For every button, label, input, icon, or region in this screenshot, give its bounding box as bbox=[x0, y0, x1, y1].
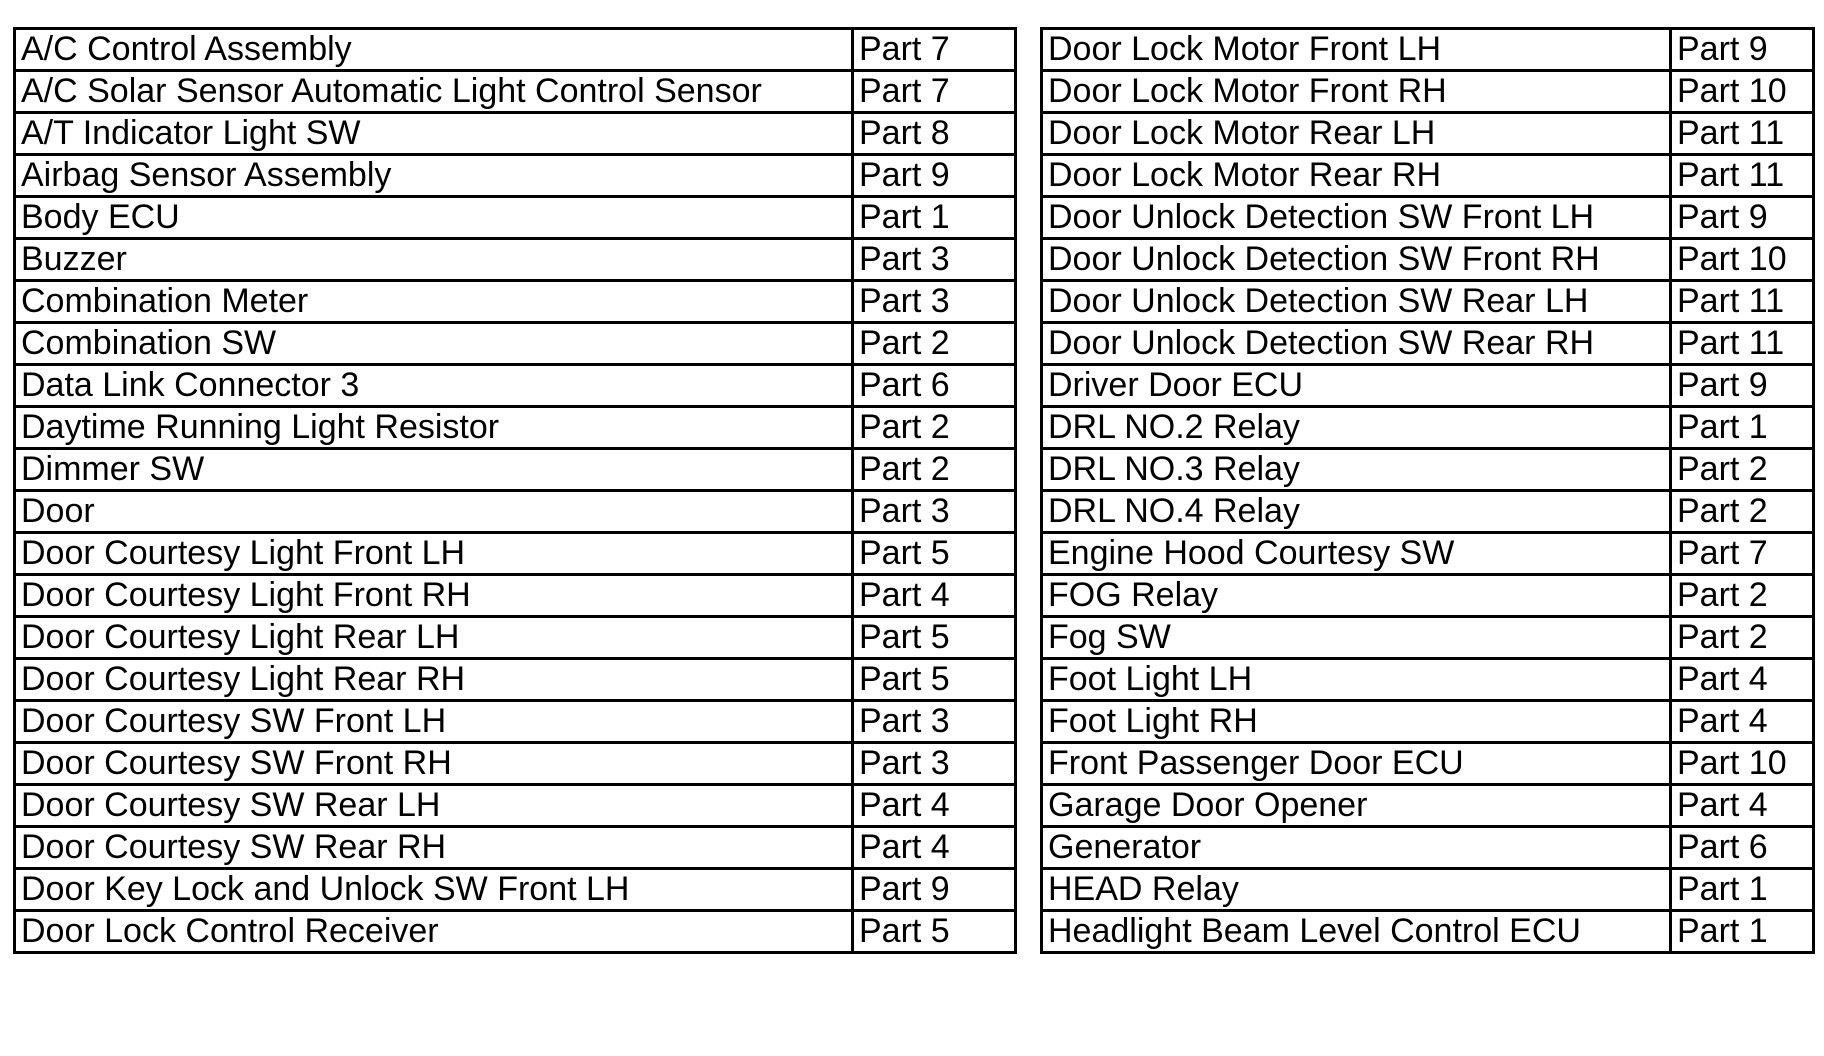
table-row bbox=[1042, 113, 1814, 155]
table-row bbox=[1042, 869, 1814, 911]
table-row bbox=[15, 575, 1016, 617]
component-name-cell: A/C Control Assembly bbox=[15, 29, 853, 71]
table-row bbox=[15, 71, 1016, 113]
part-reference-cell: Part 2 bbox=[1671, 491, 1814, 533]
left-parts-table bbox=[13, 27, 1017, 954]
table-row bbox=[15, 869, 1016, 911]
part-reference-cell: Part 5 bbox=[853, 617, 1016, 659]
part-reference-cell: Part 2 bbox=[853, 323, 1016, 365]
table-row bbox=[1042, 785, 1814, 827]
component-name-cell: Generator bbox=[1042, 827, 1671, 869]
component-name-cell: Door Lock Motor Rear RH bbox=[1042, 155, 1671, 197]
table-row bbox=[15, 407, 1016, 449]
part-reference-cell: Part 7 bbox=[853, 71, 1016, 113]
table-row bbox=[1042, 491, 1814, 533]
component-name-cell: Door Courtesy SW Front LH bbox=[15, 701, 853, 743]
part-reference-cell: Part 9 bbox=[853, 155, 1016, 197]
part-reference-cell: Part 3 bbox=[853, 701, 1016, 743]
part-reference-cell: Part 3 bbox=[853, 239, 1016, 281]
table-row bbox=[1042, 365, 1814, 407]
component-name-cell: FOG Relay bbox=[1042, 575, 1671, 617]
component-name-cell: Combination SW bbox=[15, 323, 853, 365]
table-row bbox=[1042, 827, 1814, 869]
part-reference-cell: Part 6 bbox=[853, 365, 1016, 407]
table-row bbox=[15, 491, 1016, 533]
component-name-cell: Combination Meter bbox=[15, 281, 853, 323]
component-name-cell: Door Lock Motor Rear LH bbox=[1042, 113, 1671, 155]
table-row bbox=[1042, 239, 1814, 281]
component-name-cell: Door Courtesy Light Front RH bbox=[15, 575, 853, 617]
left-table-body bbox=[15, 29, 1016, 953]
part-reference-cell: Part 1 bbox=[853, 197, 1016, 239]
table-row bbox=[1042, 155, 1814, 197]
component-name-cell: Door Key Lock and Unlock SW Front LH bbox=[15, 869, 853, 911]
part-reference-cell: Part 4 bbox=[853, 785, 1016, 827]
part-reference-cell: Part 9 bbox=[1671, 365, 1814, 407]
table-row bbox=[15, 743, 1016, 785]
component-name-cell: Door Lock Motor Front RH bbox=[1042, 71, 1671, 113]
table-row bbox=[15, 239, 1016, 281]
table-row bbox=[15, 113, 1016, 155]
part-reference-cell: Part 4 bbox=[1671, 701, 1814, 743]
component-name-cell: Daytime Running Light Resistor bbox=[15, 407, 853, 449]
component-name-cell: Foot Light LH bbox=[1042, 659, 1671, 701]
part-reference-cell: Part 7 bbox=[853, 29, 1016, 71]
component-name-cell: Door Courtesy Light Rear LH bbox=[15, 617, 853, 659]
table-row bbox=[15, 617, 1016, 659]
part-reference-cell: Part 5 bbox=[853, 659, 1016, 701]
table-row bbox=[15, 827, 1016, 869]
table-row bbox=[15, 449, 1016, 491]
component-name-cell: Dimmer SW bbox=[15, 449, 853, 491]
component-name-cell: Door Unlock Detection SW Front RH bbox=[1042, 239, 1671, 281]
table-row bbox=[15, 365, 1016, 407]
part-reference-cell: Part 10 bbox=[1671, 743, 1814, 785]
part-reference-cell: Part 10 bbox=[1671, 239, 1814, 281]
part-reference-cell: Part 11 bbox=[1671, 155, 1814, 197]
component-name-cell: Headlight Beam Level Control ECU bbox=[1042, 911, 1671, 953]
table-row bbox=[1042, 407, 1814, 449]
component-name-cell: Door bbox=[15, 491, 853, 533]
table-row bbox=[1042, 701, 1814, 743]
component-name-cell: Front Passenger Door ECU bbox=[1042, 743, 1671, 785]
part-reference-cell: Part 3 bbox=[853, 281, 1016, 323]
table-row bbox=[15, 911, 1016, 953]
component-name-cell: A/C Solar Sensor Automatic Light Control Sensor bbox=[15, 71, 853, 113]
component-name-cell: Door Courtesy Light Front LH bbox=[15, 533, 853, 575]
component-name-cell: Door Courtesy SW Rear LH bbox=[15, 785, 853, 827]
table-row bbox=[15, 155, 1016, 197]
table-row bbox=[1042, 281, 1814, 323]
table-row bbox=[1042, 575, 1814, 617]
part-reference-cell: Part 9 bbox=[853, 869, 1016, 911]
right-table-body bbox=[1042, 29, 1814, 953]
part-reference-cell: Part 11 bbox=[1671, 323, 1814, 365]
part-reference-cell: Part 5 bbox=[853, 911, 1016, 953]
part-reference-cell: Part 8 bbox=[853, 113, 1016, 155]
component-name-cell: Engine Hood Courtesy SW bbox=[1042, 533, 1671, 575]
table-row bbox=[1042, 659, 1814, 701]
table-row bbox=[15, 29, 1016, 71]
part-reference-cell: Part 2 bbox=[1671, 617, 1814, 659]
part-reference-cell: Part 11 bbox=[1671, 113, 1814, 155]
part-reference-cell: Part 5 bbox=[853, 533, 1016, 575]
table-row bbox=[1042, 911, 1814, 953]
table-row bbox=[15, 323, 1016, 365]
right-parts-table bbox=[1040, 27, 1815, 954]
part-reference-cell: Part 9 bbox=[1671, 197, 1814, 239]
component-name-cell: Door Courtesy SW Front RH bbox=[15, 743, 853, 785]
component-name-cell: Body ECU bbox=[15, 197, 853, 239]
table-row bbox=[1042, 533, 1814, 575]
part-reference-cell: Part 1 bbox=[1671, 407, 1814, 449]
component-name-cell: HEAD Relay bbox=[1042, 869, 1671, 911]
part-reference-cell: Part 11 bbox=[1671, 281, 1814, 323]
part-reference-cell: Part 2 bbox=[853, 407, 1016, 449]
part-reference-cell: Part 6 bbox=[1671, 827, 1814, 869]
part-reference-cell: Part 1 bbox=[1671, 869, 1814, 911]
part-reference-cell: Part 2 bbox=[1671, 575, 1814, 617]
component-name-cell: DRL NO.4 Relay bbox=[1042, 491, 1671, 533]
component-name-cell: DRL NO.2 Relay bbox=[1042, 407, 1671, 449]
component-name-cell: Door Lock Control Receiver bbox=[15, 911, 853, 953]
part-reference-cell: Part 4 bbox=[853, 827, 1016, 869]
component-name-cell: DRL NO.3 Relay bbox=[1042, 449, 1671, 491]
table-row bbox=[1042, 617, 1814, 659]
component-name-cell: Buzzer bbox=[15, 239, 853, 281]
table-row bbox=[1042, 449, 1814, 491]
table-row bbox=[1042, 197, 1814, 239]
component-name-cell: Door Unlock Detection SW Front LH bbox=[1042, 197, 1671, 239]
table-row bbox=[15, 701, 1016, 743]
table-row bbox=[1042, 29, 1814, 71]
component-name-cell: Door Courtesy SW Rear RH bbox=[15, 827, 853, 869]
component-name-cell: Driver Door ECU bbox=[1042, 365, 1671, 407]
part-reference-cell: Part 2 bbox=[853, 449, 1016, 491]
component-name-cell: Door Lock Motor Front LH bbox=[1042, 29, 1671, 71]
part-reference-cell: Part 1 bbox=[1671, 911, 1814, 953]
component-name-cell: Door Courtesy Light Rear RH bbox=[15, 659, 853, 701]
part-reference-cell: Part 7 bbox=[1671, 533, 1814, 575]
component-name-cell: Airbag Sensor Assembly bbox=[15, 155, 853, 197]
table-row bbox=[15, 533, 1016, 575]
component-name-cell: Data Link Connector 3 bbox=[15, 365, 853, 407]
table-row bbox=[15, 659, 1016, 701]
part-reference-cell: Part 4 bbox=[1671, 785, 1814, 827]
component-name-cell: Fog SW bbox=[1042, 617, 1671, 659]
component-name-cell: Foot Light RH bbox=[1042, 701, 1671, 743]
part-reference-cell: Part 3 bbox=[853, 743, 1016, 785]
part-reference-cell: Part 3 bbox=[853, 491, 1016, 533]
part-reference-cell: Part 4 bbox=[1671, 659, 1814, 701]
part-reference-cell: Part 2 bbox=[1671, 449, 1814, 491]
table-row bbox=[15, 785, 1016, 827]
table-row bbox=[15, 197, 1016, 239]
part-reference-cell: Part 9 bbox=[1671, 29, 1814, 71]
component-name-cell: Door Unlock Detection SW Rear LH bbox=[1042, 281, 1671, 323]
part-reference-cell: Part 4 bbox=[853, 575, 1016, 617]
part-reference-cell: Part 10 bbox=[1671, 71, 1814, 113]
table-row bbox=[1042, 71, 1814, 113]
component-name-cell: Garage Door Opener bbox=[1042, 785, 1671, 827]
table-row bbox=[1042, 743, 1814, 785]
table-row bbox=[1042, 323, 1814, 365]
component-name-cell: Door Unlock Detection SW Rear RH bbox=[1042, 323, 1671, 365]
component-name-cell: A/T Indicator Light SW bbox=[15, 113, 853, 155]
table-row bbox=[15, 281, 1016, 323]
